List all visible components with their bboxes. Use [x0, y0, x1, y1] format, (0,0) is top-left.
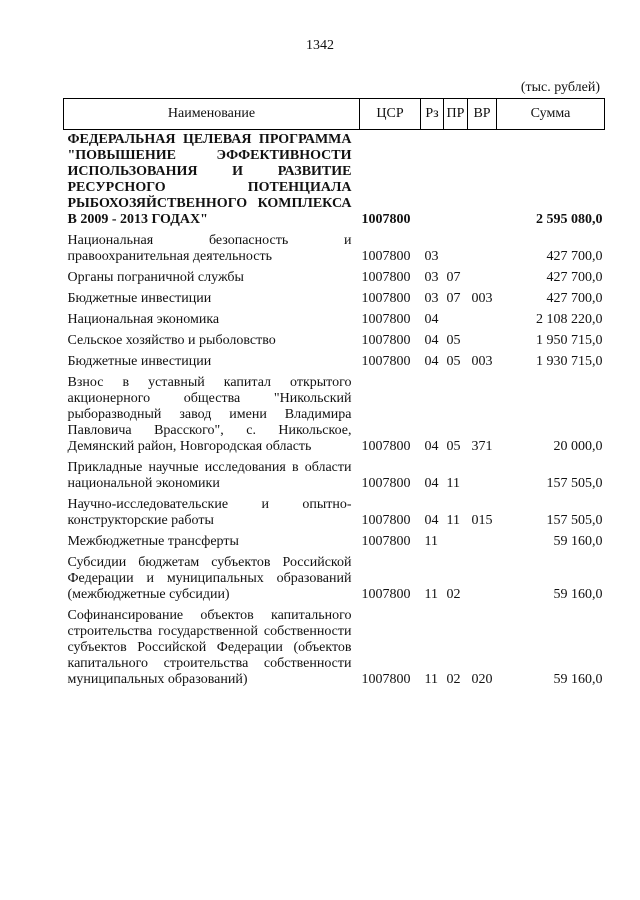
cell-csr: 1007800 [361, 333, 411, 348]
cell-name: Национальная экономика [67, 312, 220, 327]
cell-name: Бюджетные инвестиции [67, 291, 212, 306]
cell-sum: 2 108 220,0 [536, 312, 603, 327]
cell-name: Субсидии бюджетам субъектов Российской Федерации и муниципальных образований (межбюджетные субсидии) [67, 555, 352, 602]
page-number: 1342 [306, 38, 334, 53]
cell-name: Научно-исследовательские и опытно-конструкторские работы [67, 497, 352, 528]
cell-sum: 59 160,0 [553, 672, 603, 687]
cell-vr [468, 553, 497, 606]
cell-pr: 02 [446, 672, 461, 687]
cell-pr: 05 [446, 439, 461, 454]
cell-pr [444, 310, 468, 331]
cell-pr: 11 [446, 513, 460, 528]
cell-sum: 20 000,0 [553, 439, 603, 454]
cell-csr: 1007800 [361, 312, 411, 327]
cell-name: ФЕДЕРАЛЬНАЯ ЦЕЛЕВАЯ ПРОГРАММА "ПОВЫШЕНИЕ ЭФФЕКТИВНОСТИ ИСПОЛЬЗОВАНИЯ И РАЗВИТИЕ РЕСУРСНОГО ПОТЕНЦИАЛА РЫБОХОЗЯЙСТВЕННОГО КОМПЛЕКСА В 2009 - 2013 ГОДАХ" [67, 132, 352, 227]
cell-pr: 07 [446, 270, 461, 285]
cell-sum: 427 700,0 [546, 291, 603, 306]
cell-sum: 427 700,0 [546, 249, 603, 264]
table-row [64, 310, 605, 331]
table-row [64, 268, 605, 289]
cell-pr [444, 532, 468, 553]
cell-pr [444, 130, 468, 232]
cell-rz: 04 [424, 312, 439, 327]
cell-sum: 157 505,0 [546, 513, 603, 528]
cell-name: Межбюджетные трансферты [67, 534, 239, 549]
cell-vr: 371 [471, 439, 493, 454]
table-row [64, 553, 605, 606]
header-vr: ВР [468, 99, 497, 130]
cell-name: Национальная безопасность и правоохранительная деятельность [67, 233, 352, 264]
cell-rz [421, 130, 444, 232]
table-row [64, 130, 605, 232]
cell-csr: 1007800 [361, 439, 411, 454]
cell-csr: 1007800 [361, 354, 411, 369]
cell-vr [468, 130, 497, 232]
cell-rz: 11 [424, 672, 438, 687]
cell-vr: 003 [471, 291, 493, 306]
cell-csr: 1007800 [361, 291, 411, 306]
cell-csr: 1007800 [361, 270, 411, 285]
cell-sum: 1 950 715,0 [536, 333, 603, 348]
budget-table [63, 98, 605, 691]
table-row [64, 458, 605, 495]
cell-rz: 03 [424, 249, 439, 264]
cell-sum: 59 160,0 [553, 534, 603, 549]
cell-pr: 05 [446, 354, 461, 369]
cell-rz: 04 [424, 354, 439, 369]
cell-pr [444, 231, 468, 268]
cell-rz: 11 [424, 534, 438, 549]
table-row [64, 532, 605, 553]
cell-vr [468, 268, 497, 289]
cell-csr: 1007800 [361, 587, 411, 602]
cell-rz: 04 [424, 333, 439, 348]
cell-name: Сельское хозяйство и рыболовство [67, 333, 276, 348]
cell-vr: 020 [471, 672, 493, 687]
cell-vr: 003 [471, 354, 493, 369]
header-sum: Сумма [497, 99, 605, 130]
cell-csr: 1007800 [361, 476, 411, 491]
table-row [64, 331, 605, 352]
cell-csr: 1007800 [361, 513, 411, 528]
cell-rz: 03 [424, 270, 439, 285]
cell-csr: 1007800 [361, 534, 411, 549]
cell-name: Органы пограничной службы [67, 270, 244, 285]
table-row [64, 495, 605, 532]
cell-name: Бюджетные инвестиции [67, 354, 212, 369]
header-rz: Рз [421, 99, 444, 130]
header-pr: ПР [444, 99, 468, 130]
cell-vr [468, 231, 497, 268]
cell-pr: 07 [446, 291, 461, 306]
table-row [64, 231, 605, 268]
cell-sum: 1 930 715,0 [536, 354, 603, 369]
cell-pr: 05 [446, 333, 461, 348]
cell-vr [468, 458, 497, 495]
cell-rz: 11 [424, 587, 438, 602]
cell-pr: 11 [446, 476, 460, 491]
cell-name: Прикладные научные исследования в области национальной экономики [67, 460, 352, 491]
cell-pr: 02 [446, 587, 461, 602]
cell-sum: 427 700,0 [546, 270, 603, 285]
table-body [64, 130, 605, 692]
cell-csr: 1007800 [361, 249, 411, 264]
cell-name: Софинансирование объектов капитального строительства государственной собственности субъектов Российской Федерации (объектов капитального строительства собственности муниципальных образований) [67, 608, 352, 687]
cell-rz: 03 [424, 291, 439, 306]
table-header-row [64, 99, 605, 130]
cell-vr: 015 [471, 513, 493, 528]
header-csr: ЦСР [360, 99, 421, 130]
cell-name: Взнос в уставный капитал открытого акционерного общества "Никольский рыборазводный завод имени Владимира Павловича Врасского", с. Никольское, Демянский район, Новгородская область [67, 375, 352, 454]
table-row [64, 289, 605, 310]
cell-rz: 04 [424, 476, 439, 491]
header-name: Наименование [64, 99, 360, 130]
cell-vr [468, 532, 497, 553]
cell-sum: 157 505,0 [546, 476, 603, 491]
table-row [64, 352, 605, 373]
cell-rz: 04 [424, 439, 439, 454]
units-label: (тыс. рублей) [520, 80, 600, 95]
cell-rz: 04 [424, 513, 439, 528]
cell-sum: 2 595 080,0 [536, 212, 603, 227]
cell-csr: 1007800 [361, 672, 411, 687]
cell-vr [468, 331, 497, 352]
cell-sum: 59 160,0 [553, 587, 603, 602]
cell-vr [468, 310, 497, 331]
table-row [64, 606, 605, 691]
table-row [64, 373, 605, 458]
cell-csr: 1007800 [361, 212, 411, 227]
